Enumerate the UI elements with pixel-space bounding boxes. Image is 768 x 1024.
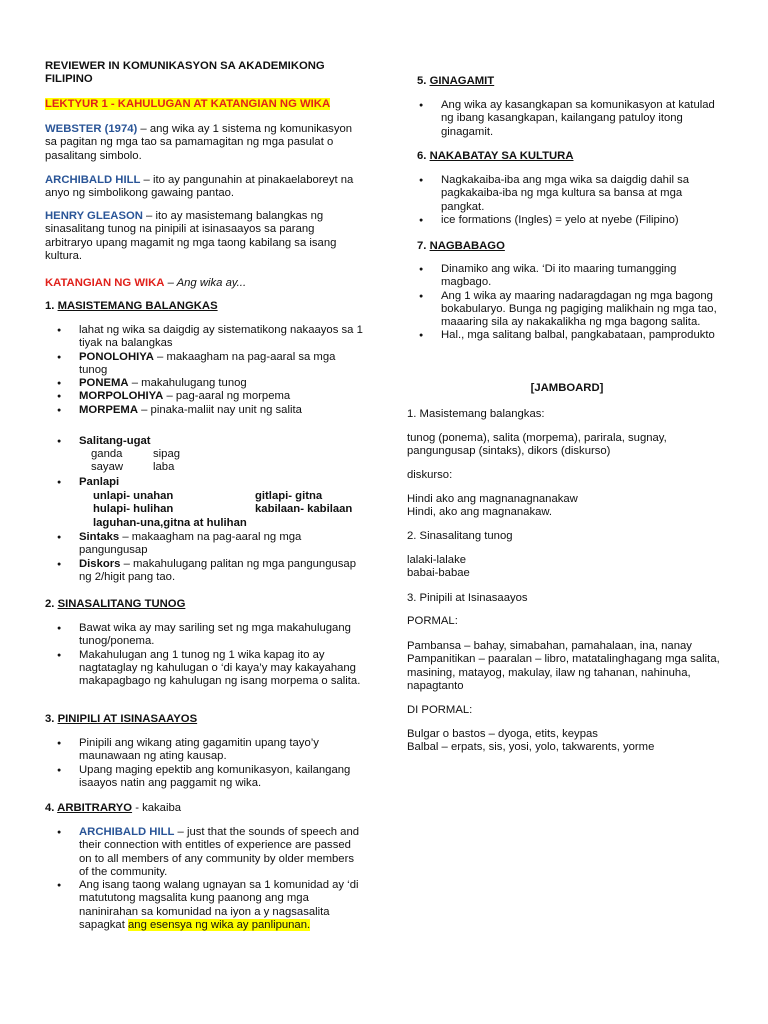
- document-title: [45, 60, 365, 87]
- diskors-term: Diskors: [79, 557, 121, 570]
- section-5-title: GINAGAMIT: [429, 75, 495, 87]
- s4-hill-name: ARCHIBALD HILL: [79, 826, 175, 838]
- section-6-number: 6.: [417, 150, 430, 162]
- section-5-list: [407, 99, 727, 139]
- section-6-list: [407, 174, 727, 227]
- list-item: ● ice formations (Ingles) = yelo at nyebe (Filipino): [407, 214, 727, 227]
- dipormal-line-1: Bulgar o bastos – dyoga, etits, keypas: [407, 728, 598, 740]
- section-2-title: SINASALITANG TUNOG: [57, 598, 186, 610]
- section-2-list: [45, 622, 365, 688]
- list-item: [45, 390, 365, 403]
- section-7-list: [407, 263, 727, 343]
- panlapi-cell: unlapi- unahan: [93, 490, 174, 502]
- hill-definition: [45, 174, 365, 201]
- list-item: [45, 377, 365, 390]
- list-item: ● Bawat wika ay may sariling set ng mga makahulugang tunog/ponema.: [45, 622, 365, 649]
- pormal-label: PORMAL:: [407, 615, 458, 627]
- section-1-list-d: [45, 531, 365, 584]
- jamboard-item-3: 3. Pinipili at Isinasaayos: [407, 592, 528, 604]
- s4-item2-highlight: ang esensya ng wika ay panlipunan.: [128, 919, 311, 932]
- jamboard-heading: [JAMBOARD]: [530, 382, 604, 394]
- list-item: ● Panlapi: [45, 476, 365, 489]
- diskurso-line-1: Hindi ako ang magnanagnanakaw: [407, 493, 578, 505]
- pormal-text: [407, 640, 727, 693]
- word: sipag: [153, 448, 181, 460]
- jamboard-item-2-text: [407, 554, 727, 581]
- section-6-title: NAKABATAY SA KULTURA: [429, 150, 574, 162]
- j2-line-2: babai-babae: [407, 567, 470, 580]
- morpema-term: MORPEMA: [79, 403, 138, 416]
- diskurso-line-2: Hindi, ako ang magnanakaw.: [407, 506, 553, 519]
- jamboard-item-1: 1. Masistemang balangkas:: [407, 408, 545, 420]
- diskurso-label: diskurso:: [407, 469, 453, 481]
- section-3-list: [45, 737, 365, 790]
- section-4-number: 4.: [45, 802, 58, 814]
- section-4-heading: [45, 802, 365, 815]
- list-item: ● Salitang-ugat: [45, 435, 365, 448]
- pormal-line-1: Pambansa – bahay, simabahan, pamahalaan, ina, nanay: [407, 640, 692, 652]
- section-5-number: 5.: [417, 75, 430, 87]
- word: ganda: [91, 448, 123, 460]
- salitang-ugat-words: [91, 448, 365, 475]
- gleason-definition: [45, 210, 365, 263]
- ponema-def: – makahulugang tunog: [128, 377, 247, 390]
- ponolohiya-def: – makaagham na pag-aaral sa mga tunog: [79, 350, 336, 376]
- ponema-term: PONEMA: [79, 377, 129, 390]
- webster-definition: [45, 123, 365, 163]
- list-item: ● Dinamiko ang wika. ‘Di ito maaring tumangging magbago.: [407, 263, 727, 290]
- dipormal-label: DI PORMAL:: [407, 704, 473, 716]
- list-item: [45, 351, 365, 378]
- jamboard-item-2: 2. Sinasalitang tunog: [407, 530, 513, 542]
- panlapi-cell: gitlapi- gitna: [255, 490, 323, 502]
- list-item: [45, 558, 365, 585]
- list-item: ● Ang wika ay kasangkapan sa komunikasyon at katulad ng ibang kasangkapan, kailangang patuloy itong ginagamit.: [407, 99, 727, 139]
- list-item: [45, 404, 365, 417]
- word: sayaw: [91, 461, 124, 474]
- webster-def: – ang wika ay 1 sistema ng komunikasyon sa pagitan ng mga tao sa pamamagitan ng mga pasulat o pasalitang simbolo.: [45, 123, 353, 162]
- section-5-heading: [417, 75, 727, 88]
- list-item: ● lahat ng wika sa daigdig ay sistematikong nakaayos sa 1 tiyak na balangkas: [45, 324, 365, 351]
- katangian-label: KATANGIAN NG WIKA: [45, 277, 165, 289]
- diskors-def: – makahulugang palitan ng mga pangungusap ng 2/higit pang tao.: [79, 557, 356, 583]
- webster-name: WEBSTER (1974): [45, 123, 138, 135]
- section-7-title: NAGBABAGO: [429, 240, 505, 252]
- list-item: ● Makahulugan ang 1 tunog ng 1 wika kapag ito ay nagtataglay ng kahulugan o ‘di kaya’y may kakayahang makapagbago ng kahulugan ng isang morpema o salita.: [45, 649, 365, 689]
- section-2-number: 2.: [45, 598, 58, 610]
- section-1-title: MASISTEMANG BALANGKAS: [57, 300, 218, 312]
- lecture-title: LEKTYUR 1 - KAHULUGAN AT KATANGIAN NG WIKA: [45, 98, 331, 110]
- word: laba: [153, 461, 175, 474]
- jamboard-item-1-text: tunog (ponema), salita (morpema), parirala, sugnay, pangungusap (sintaks), dikors (diskurso): [407, 432, 667, 458]
- panlapi-table: [93, 490, 365, 530]
- list-item: ● Hal., mga salitang balbal, pangkabataan, pamprodukto: [407, 329, 727, 342]
- morpolohiya-def: – pag-aaral ng morpema: [163, 390, 291, 403]
- section-4-rest: - kakaiba: [132, 802, 182, 814]
- gleason-def: – ito ay masistemang balangkas ng sinasalitang tunog na pinipili at isinasaayos sa parang arbitraryo upang magamit ng mga taong kabilang sa isang kultura.: [45, 210, 337, 262]
- title-line-1: REVIEWER IN KOMUNIKASYON SA AKADEMIKONG: [45, 60, 325, 72]
- sintaks-term: Sintaks: [79, 531, 120, 543]
- section-1-list-c: [45, 476, 365, 489]
- section-6-heading: [417, 150, 727, 163]
- katangian-heading: [45, 277, 365, 290]
- section-3-title: PINIPILI AT ISINASAAYOS: [57, 713, 198, 725]
- panlapi-cell: hulapi- hulihan: [93, 503, 174, 516]
- s4-item2-text: Ang isang taong walang ugnayan sa 1 komunidad ay ‘di matututong magsalita kung paanong ang mga naninirahan sa komunidad na iyon a y nagsasalita sapagkat: [79, 879, 359, 932]
- section-7-number: 7.: [417, 240, 430, 252]
- section-3-number: 3.: [45, 713, 58, 725]
- morpema-def: – pinaka-maliit nay unit ng salita: [138, 403, 302, 416]
- section-1-list-b: [45, 435, 365, 448]
- list-item: [45, 826, 365, 879]
- section-7-heading: [417, 240, 727, 253]
- list-item: ● Pinipili ang wikang ating gagamitin upang tayo’y maunawaan ng ating kausap.: [45, 737, 365, 764]
- list-item: [45, 531, 365, 558]
- section-4-list: [45, 826, 365, 932]
- hill-def: – ito ay pangunahin at pinakaelaboreyt na anyo ng simbolikong gawaing pantao.: [45, 174, 354, 200]
- list-item: ● Upang maging epektib ang komunikasyon, kailangang isaayos natin ang paggamit ng wika.: [45, 764, 365, 791]
- morpolohiya-term: MORPOLOHIYA: [79, 390, 164, 403]
- panlapi-cell: kabilaan- kabilaan: [255, 503, 353, 516]
- s4-hill-def: – just that the sounds of speech and their connection with entitles of experience are passed on to all members of any community by older members of the community.: [79, 826, 360, 878]
- section-3-heading: [45, 713, 365, 726]
- dipormal-line-2: Balbal – erpats, sis, yosi, yolo, takwarents, yorme: [407, 741, 655, 754]
- katangian-rest: – Ang wika ay...: [164, 277, 247, 289]
- sintaks-def: – makaagham na pag-aaral ng mga pangungusap: [79, 531, 302, 557]
- ponolohiya-term: PONOLOHIYA: [79, 350, 154, 363]
- section-1-number: 1.: [45, 300, 58, 312]
- dipormal-text: [407, 728, 727, 755]
- section-4-title: ARBITRARYO: [57, 802, 133, 814]
- list-item: [45, 879, 365, 932]
- lecture-heading: [45, 98, 365, 111]
- section-1-heading: [45, 300, 365, 313]
- diskurso-example: [407, 493, 727, 520]
- pormal-line-2: Pampanitikan – paaralan – libro, matatalinghagang mga salita, masining, matayog, makulay, ilaw ng tahanan, nahinuha, napagtanto: [407, 653, 720, 692]
- list-item: ● Nagkakaiba-iba ang mga wika sa daigdig dahil sa pagkakaiba-iba ng mga kultura sa bansa at mga pangkat.: [407, 174, 727, 214]
- section-2-heading: [45, 598, 365, 611]
- j2-line-1: lalaki-lalake: [407, 554, 467, 566]
- laguhan-line: laguhan-una,gitna at hulihan: [93, 516, 247, 529]
- gleason-name: HENRY GLEASON: [45, 210, 143, 222]
- list-item: ● Ang 1 wika ay maaring nadaragdagan ng mga bagong bokabularyo. Bunga ng pagiging malikhain ng mga tao, maaaring sila ay nakakalikha ng mga bagong salita.: [407, 290, 727, 330]
- section-1-list: [45, 324, 365, 417]
- hill-name: ARCHIBALD HILL: [45, 174, 141, 186]
- title-line-2: FILIPINO: [45, 73, 93, 86]
